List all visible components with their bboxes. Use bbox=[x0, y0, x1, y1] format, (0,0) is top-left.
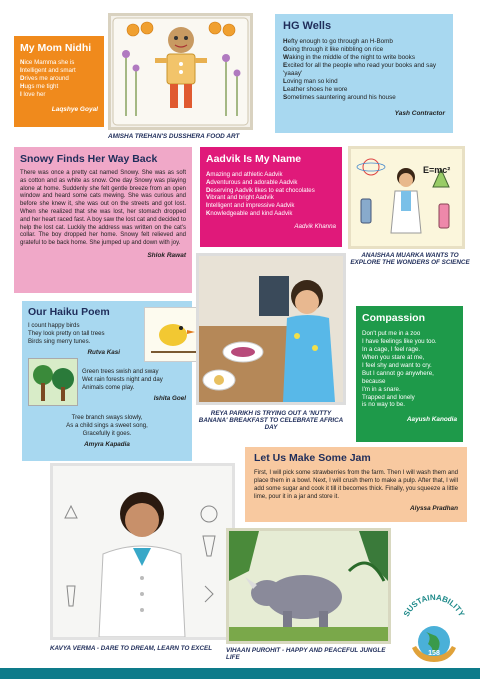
compassion-line: Don't put me in a zoo bbox=[362, 330, 421, 337]
science-caption: ANAISHAA MUARKA WANTS TO EXPLORE THE WONDERS OF SCIENCE bbox=[350, 252, 470, 267]
hg-wells-line-text: oing through it like nibbling on rice bbox=[287, 46, 384, 54]
hg-wells-title: HG Wells bbox=[283, 20, 332, 32]
bird-drawing bbox=[144, 307, 204, 362]
aadvik-line bbox=[206, 194, 336, 202]
vihaan-caption: VIHAAN PUROHIT - HAPPY AND PEACEFUL JUNGLE LIFE bbox=[226, 647, 386, 662]
jam-text: First, I will pick some strawberries from the farm. Then I will wash them and place them in a bowl. Next, I will crush them to make a pulp. After that, I will add some sugar and cook it till it becomes thick. Finally, you squeeze a little lime, pour it in a jar and store it. bbox=[254, 469, 458, 501]
hg-wells-line-text: efty enough to go through an H-Bomb bbox=[287, 38, 393, 45]
my-mom-line-text: ice Mamma she is bbox=[24, 59, 75, 66]
food-art-illustration bbox=[111, 16, 250, 127]
aadvik-line-text: mazing and athletic Aadvik bbox=[210, 171, 283, 178]
sustainability-label: SUSTAINABILITY bbox=[401, 592, 467, 619]
my-mom-box bbox=[14, 36, 104, 127]
compassion-line: is no way to be. bbox=[362, 401, 405, 409]
haiku-2-line-3: Animals come play. bbox=[82, 383, 135, 391]
snowy-author: Shlok Rawat bbox=[147, 251, 186, 259]
aadvik-initial: K bbox=[206, 209, 211, 217]
hg-wells-initial: W bbox=[283, 54, 289, 62]
science-illustration bbox=[351, 149, 462, 246]
jam-title: Let Us Make Some Jam bbox=[254, 452, 371, 464]
my-mom-line bbox=[20, 59, 98, 67]
snowy-box bbox=[14, 147, 192, 293]
haiku-poem-3 bbox=[28, 414, 186, 449]
my-mom-initial: I bbox=[20, 66, 22, 74]
my-mom-line bbox=[20, 83, 98, 91]
aadvik-line bbox=[206, 210, 336, 218]
aadvik-author: Aadvik Khanna bbox=[294, 222, 336, 230]
haiku-3-line-1: Tree branch sways slowly, bbox=[71, 414, 143, 421]
hg-wells-author: Yash Contractor bbox=[394, 110, 445, 118]
my-mom-line-text: love her bbox=[21, 90, 46, 98]
aadvik-title: Aadvik Is My Name bbox=[206, 153, 302, 165]
food-art-caption: AMISHA TREHAN'S DUSSHERA FOOD ART bbox=[108, 133, 240, 140]
aadvik-line bbox=[206, 171, 336, 179]
rainforest-drawing bbox=[28, 358, 78, 406]
kavya-caption: KAVYA VERMA - DARE TO DREAM, LEARN TO EXCEL bbox=[50, 645, 213, 652]
snowy-title: Snowy Finds Her Way Back bbox=[20, 153, 158, 165]
haiku-poem-2 bbox=[82, 368, 186, 403]
hg-wells-line bbox=[283, 62, 445, 78]
hg-wells-line-text: eather shoes he wore bbox=[286, 86, 348, 94]
aadvik-box bbox=[200, 147, 342, 247]
kavya-photo bbox=[50, 463, 235, 640]
compassion-author: Aayush Kanodia bbox=[406, 416, 457, 424]
my-mom-line bbox=[20, 91, 98, 99]
hg-wells-line bbox=[283, 54, 445, 62]
hg-wells-initial: L bbox=[283, 86, 287, 94]
aadvik-initial: V bbox=[206, 194, 211, 202]
my-mom-line bbox=[20, 67, 98, 75]
hg-wells-lines bbox=[283, 38, 445, 102]
my-mom-initial: D bbox=[20, 74, 25, 82]
haiku-poem-1 bbox=[28, 322, 120, 357]
compassion-line: I have feelings like you too. bbox=[362, 337, 437, 345]
haiku-box bbox=[22, 301, 192, 461]
compassion-box bbox=[356, 306, 463, 442]
my-mom-line-text: rives me around bbox=[24, 74, 69, 82]
compassion-line: I feel shy and want to cry. bbox=[362, 361, 432, 369]
compassion-line: because bbox=[362, 377, 386, 385]
my-mom-line-text: ntelligent and smart bbox=[21, 66, 76, 74]
compassion-line: But I cannot go anywhere, bbox=[362, 369, 434, 377]
jam-box bbox=[245, 447, 467, 522]
haiku-2-author: Ishita Goel bbox=[153, 395, 186, 403]
hg-wells-line-text: aking in the middle of the night to write books bbox=[288, 54, 415, 62]
food-art-photo bbox=[108, 13, 253, 130]
hg-wells-line bbox=[283, 86, 445, 94]
haiku-1-line-2: They look pretty on tall trees bbox=[28, 329, 105, 337]
compassion-line: I'm in a snare. bbox=[362, 385, 401, 393]
hg-wells-initial: L bbox=[283, 78, 287, 86]
aadvik-initial: A bbox=[206, 178, 211, 186]
science-formula: E=mc² bbox=[423, 165, 451, 175]
breakfast-illustration bbox=[199, 256, 343, 402]
haiku-2-line-2: Wet rain forests night and day bbox=[82, 375, 163, 383]
aadvik-line-text: eserving Aadvik likes to eat chocolates bbox=[210, 186, 315, 194]
rhino-illustration bbox=[229, 531, 388, 641]
hg-wells-line bbox=[283, 94, 445, 102]
bird-icon bbox=[145, 308, 203, 361]
compassion-title: Compassion bbox=[362, 312, 426, 324]
svg-text:SUSTAINABILITY bbox=[402, 593, 467, 619]
hg-wells-line bbox=[283, 46, 445, 54]
my-mom-line bbox=[20, 75, 98, 83]
aadvik-initial: I bbox=[206, 202, 208, 210]
footer-bar bbox=[0, 668, 480, 679]
hg-wells-initial: E bbox=[283, 62, 288, 70]
hg-wells-initial: G bbox=[283, 46, 288, 54]
compassion-line: In a cage, I feel rage. bbox=[362, 345, 421, 353]
aadvik-line-text: dventurous and adorable Aadvik bbox=[210, 178, 298, 186]
jam-author: Alyssa Pradhan bbox=[410, 505, 458, 513]
my-mom-line-text: ugs me tight bbox=[24, 82, 59, 90]
haiku-1-line-1: I count happy birds bbox=[28, 322, 80, 329]
aadvik-line bbox=[206, 187, 336, 195]
hg-wells-line-text: ometimes sauntering around his house bbox=[287, 94, 396, 102]
science-drawing bbox=[348, 146, 465, 249]
aadvik-line-text: ibrant and bright Aadvik bbox=[210, 194, 274, 202]
hg-wells-line-text: xcited for all the people who read your books and say 'yaaay' bbox=[283, 62, 436, 78]
tree-icon bbox=[29, 359, 77, 405]
aadvik-line-text: nowledgeable and kind Aadvik bbox=[210, 209, 293, 217]
aadvik-line bbox=[206, 202, 336, 210]
aadvik-line bbox=[206, 179, 336, 187]
reya-caption: REYA PARIKH IS TRYING OUT A 'NUTTY BANANA' BREAKFAST TO CELEBRATE AFRICA DAY bbox=[198, 410, 344, 432]
reya-photo bbox=[196, 253, 346, 405]
my-mom-lines bbox=[20, 59, 98, 99]
haiku-title: Our Haiku Poem bbox=[28, 306, 110, 318]
haiku-2-line-1: Green trees swish and sway bbox=[82, 368, 159, 375]
hg-wells-box bbox=[275, 14, 453, 133]
haiku-1-author: Rutva Kasi bbox=[87, 349, 120, 357]
hg-wells-initial: S bbox=[283, 94, 288, 102]
my-mom-title: My Mom Nidhi bbox=[20, 42, 92, 54]
haiku-3-author: Amyra Kapadia bbox=[84, 441, 130, 449]
my-mom-initial: I bbox=[20, 90, 22, 98]
my-mom-author: Laqshye Goyal bbox=[51, 105, 98, 113]
my-mom-initial: H bbox=[20, 82, 25, 90]
compassion-line: Trapped and lonely bbox=[362, 393, 415, 401]
hg-wells-line-text: oving man so kind bbox=[286, 78, 338, 86]
page-number: 158 bbox=[428, 650, 440, 657]
haiku-1-line-3: Birds sing merry tunes. bbox=[28, 337, 91, 345]
aadvik-line-text: ntelligent and impressive Aadvik bbox=[207, 202, 295, 210]
vihaan-drawing bbox=[226, 528, 391, 644]
my-mom-initial: N bbox=[20, 59, 25, 66]
haiku-3-line-2: As a child sings a sweet song, bbox=[66, 421, 148, 429]
hg-wells-line bbox=[283, 38, 445, 46]
snowy-text: There was once a pretty cat named Snowy. She was as soft as cotton and as white as snow. One day Snowy was playing alone at home. Suddenly she felt gentle breeze from an open window and heard some cats mewing. She was curious and before she knew it, she was out on the streets and got lost. When she realized that she was lost, her stomach dropped and her heart raced fast. A boy saw the lost cat and decided to help the lost cat. Luckily the address was written on the cat's collar. The boy dropped her home. Snowy felt relieved and grateful to be back home. She jumped up and down with joy. bbox=[20, 170, 186, 247]
hg-wells-line bbox=[283, 78, 445, 86]
hg-wells-initial: H bbox=[283, 38, 288, 45]
haiku-3-line-3: Gracefully it goes. bbox=[82, 429, 132, 437]
aadvik-lines bbox=[206, 171, 336, 218]
compassion-lines bbox=[362, 330, 457, 409]
sustainability-badge bbox=[398, 590, 470, 668]
aadvik-initial: D bbox=[206, 186, 211, 194]
kavya-illustration bbox=[53, 466, 232, 637]
aadvik-initial: A bbox=[206, 171, 211, 178]
compassion-line: When you stare at me, bbox=[362, 353, 425, 361]
